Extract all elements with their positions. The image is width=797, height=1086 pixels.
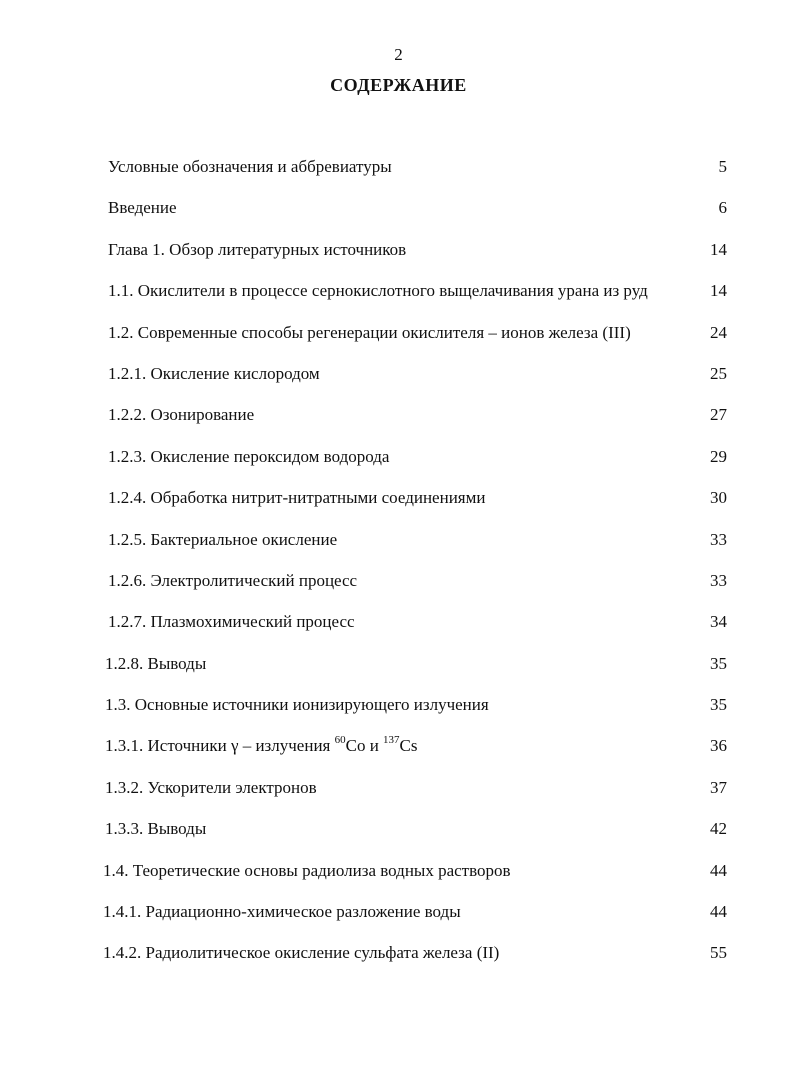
toc-entry-page: 42 bbox=[710, 819, 727, 839]
toc-entry-page: 30 bbox=[710, 488, 727, 508]
page-title: СОДЕРЖАНИЕ bbox=[330, 75, 467, 95]
toc-entry-page: 29 bbox=[710, 446, 727, 466]
toc-entry[interactable] bbox=[0, 321, 797, 362]
toc-entry[interactable] bbox=[0, 279, 797, 320]
toc-entry-label: 1.2. Современные способы регенерации окислителя – ионов железа (III) bbox=[108, 322, 631, 342]
toc-entry[interactable] bbox=[0, 652, 797, 693]
toc-entry-page: 14 bbox=[710, 281, 727, 301]
toc-entry[interactable] bbox=[0, 900, 797, 941]
toc-entry[interactable] bbox=[0, 693, 797, 734]
toc-entry-label: 1.2.8. Выводы bbox=[105, 653, 207, 673]
toc-entry-label bbox=[105, 734, 418, 758]
toc-entry[interactable] bbox=[0, 528, 797, 569]
toc-entry-label: 1.3.2. Ускорители электронов bbox=[105, 777, 317, 797]
toc-entry-label: 1.2.5. Бактериальное окисление bbox=[108, 529, 338, 549]
toc-entry[interactable] bbox=[0, 734, 797, 775]
toc-entry-label: 1.4.1. Радиационно-химическое разложение воды bbox=[103, 902, 461, 922]
toc-entry-label: 1.2.3. Окисление пероксидом водорода bbox=[108, 446, 390, 466]
toc-label-text: Co и bbox=[345, 736, 384, 756]
toc-entry-page: 36 bbox=[710, 736, 727, 756]
toc-entry[interactable] bbox=[0, 776, 797, 817]
toc-entry[interactable] bbox=[0, 403, 797, 444]
toc-entry-label: 1.4.2. Радиолитическое окисление сульфата железа (II) bbox=[103, 943, 500, 963]
toc-entry-page: 55 bbox=[710, 943, 727, 963]
toc-entry[interactable] bbox=[0, 817, 797, 858]
toc-entry-label: Введение bbox=[108, 198, 177, 218]
toc-entry-page: 6 bbox=[718, 198, 727, 218]
toc-entry-label: 1.3. Основные источники ионизирующего излучения bbox=[105, 695, 489, 715]
toc-entry[interactable] bbox=[0, 362, 797, 403]
toc-entry-label: 1.2.7. Плазмохимический процесс bbox=[108, 612, 355, 632]
toc-label-text: Cs bbox=[399, 736, 418, 756]
toc-entry-page: 14 bbox=[710, 239, 727, 259]
toc-entry[interactable] bbox=[0, 238, 797, 279]
toc-entry[interactable] bbox=[0, 859, 797, 900]
toc-entry[interactable] bbox=[0, 486, 797, 527]
table-of-contents bbox=[0, 155, 797, 983]
toc-entry-page: 35 bbox=[710, 653, 727, 673]
toc-entry-label: Глава 1. Обзор литературных источников bbox=[108, 239, 407, 259]
toc-entry-label: 1.3.3. Выводы bbox=[105, 819, 207, 839]
toc-entry-label: 1.2.6. Электролитический процесс bbox=[108, 570, 358, 590]
toc-entry-page: 33 bbox=[710, 570, 727, 590]
toc-entry[interactable] bbox=[0, 445, 797, 486]
toc-entry-label: 1.4. Теоретические основы радиолиза водных растворов bbox=[103, 860, 511, 880]
toc-entry-page: 35 bbox=[710, 695, 727, 715]
toc-entry-label: 1.1. Окислители в процессе сернокислотного выщелачивания урана из руд bbox=[108, 281, 648, 301]
toc-entry-page: 27 bbox=[710, 405, 727, 425]
toc-entry-label: 1.2.2. Озонирование bbox=[108, 405, 255, 425]
toc-entry-label: 1.2.4. Обработка нитрит-нитратными соединениями bbox=[108, 488, 486, 508]
toc-entry-page: 44 bbox=[710, 860, 727, 880]
toc-entry-page: 33 bbox=[710, 529, 727, 549]
isotope-mass-number: 60 bbox=[334, 733, 346, 746]
toc-entry-page: 37 bbox=[710, 777, 727, 797]
toc-entry[interactable] bbox=[0, 155, 797, 196]
toc-entry-label: Условные обозначения и аббревиатуры bbox=[108, 157, 392, 176]
toc-entry[interactable] bbox=[0, 569, 797, 610]
toc-entry[interactable] bbox=[0, 196, 797, 237]
toc-entry[interactable] bbox=[0, 941, 797, 982]
toc-entry-label: 1.2.1. Окисление кислородом bbox=[108, 363, 320, 383]
isotope-mass-number: 137 bbox=[383, 733, 400, 746]
toc-entry-page: 24 bbox=[710, 322, 727, 342]
toc-entry-page: 34 bbox=[710, 612, 727, 632]
page-number: 2 bbox=[394, 45, 403, 64]
toc-entry[interactable] bbox=[0, 610, 797, 651]
toc-entry-page: 25 bbox=[710, 363, 727, 383]
toc-entry-page: 5 bbox=[718, 157, 727, 176]
toc-label-text: 1.3.1. Источники γ – излучения bbox=[105, 736, 335, 756]
toc-entry-page: 44 bbox=[710, 902, 727, 922]
